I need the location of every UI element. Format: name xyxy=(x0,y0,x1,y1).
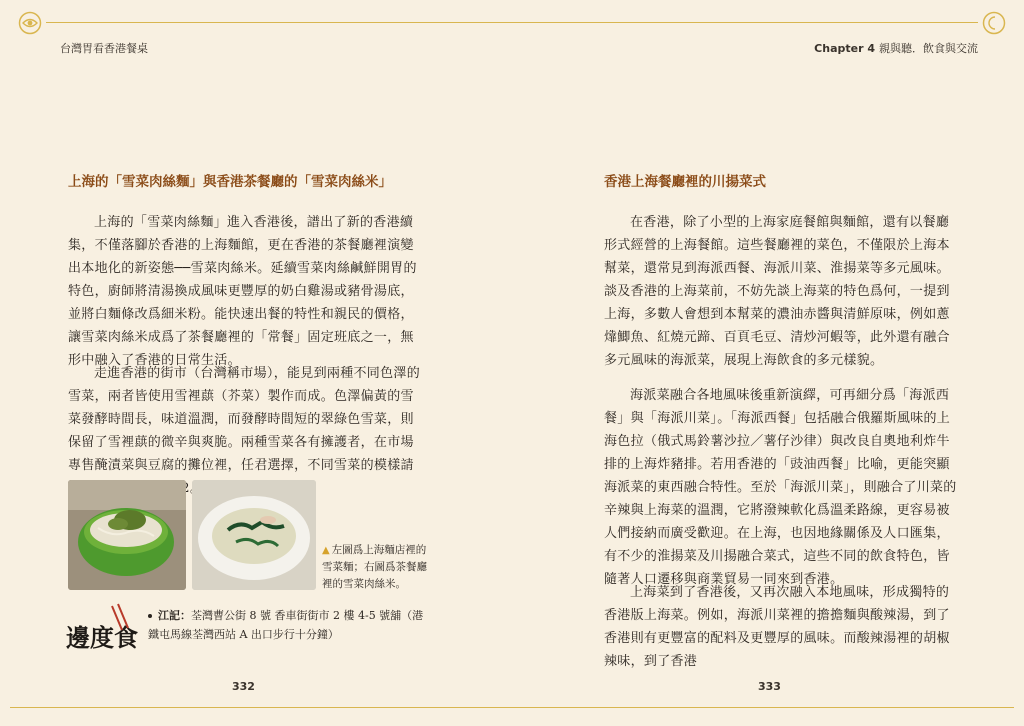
page-number-right: 333 xyxy=(758,680,781,693)
footer-rule xyxy=(10,707,1014,708)
bullet-icon xyxy=(148,614,152,618)
header-rule xyxy=(46,22,978,23)
right-paragraph-3: 上海菜到了香港後，又再次融入本地風味，形成獨特的香港版上海菜。例如，海派川菜裡的擔擔麵與酸辣湯，到了香港則有更豐富的配料及更豐厚的風味。而酸辣湯裡的胡椒辣味，到了香港 xyxy=(604,585,950,669)
eye-icon xyxy=(18,11,42,35)
photo-xuecai-noodles xyxy=(68,480,186,590)
bian-du-shi-stamp-logo xyxy=(64,602,140,654)
chapter-label: Chapter 4 xyxy=(814,42,875,55)
right-paragraph-1: 在香港，除了小型的上海家庭餐館與麵館，還有以餐廳形式經營的上海餐館。這些餐廳裡的菜色，不僅限於上海本幫菜，還常見到海派西餐、海派川菜、淮揚菜等多元風味。談及香港的上海菜前，不妨先談上海菜的特色爲何，一提到上海，多數人會想到本幫菜的濃油赤醬與清鮮原味，例如蔥㸆鯽魚、紅燒元蹄、百頁毛豆、清炒河蝦等，此外還有融合多元風味的海派菜，展現上海飲食的多元樣貌。 xyxy=(604,215,950,368)
address-text: 荃灣曹公街 8 號 香車街街市 2 樓 4-5 號舖（港鐵屯馬線荃灣西站 A 出口步行十分鐘） xyxy=(148,609,424,641)
address-label: 江記： xyxy=(158,609,191,622)
left-paragraph-1: 上海的「雪菜肉絲麵」進入香港後，譜出了新的香港續集，不僅落腳於香港的上海麵館，更在香港的茶餐廳裡演變出本地化的新姿態──雪菜肉絲米。延續雪菜肉絲鹹鮮開胃的特色，廚師將清湯換成風味更豐厚的奶白雞湯或豬骨湯底，並將白麵條改爲細米粉。能快速出餐的特性和親民的價格，讓雪菜肉絲米成爲了茶餐廳裡的「常餐」固定班底之一，無形中融入了香港的日常生活。 xyxy=(68,215,417,368)
chapter-header xyxy=(814,40,978,56)
left-section-heading: 上海的「雪菜肉絲麵」與香港茶餐廳的「雪菜肉絲米」 xyxy=(68,174,392,190)
chapter-title: 親與聽．飲食與交流 xyxy=(879,42,978,55)
caption-triangle-icon: ▲ xyxy=(322,545,330,556)
crescent-moon-icon xyxy=(982,11,1006,35)
photo-xuecai-rice-noodles xyxy=(192,480,316,590)
right-section-heading: 香港上海餐廳裡的川揚菜式 xyxy=(604,174,766,190)
left-paragraph-2: 走進香港的街市（台灣稱市場），能見到兩種不同色澤的雪菜，兩者皆使用雪裡蕻（芥菜）製作而成。色澤偏黃的雪菜發酵時間長，味道溫潤，而發酵時間短的翠綠色雪菜，則保留了雪裡蕻的微辛與爽脆。兩種雪菜各有擁護者，在市場專售醃漬菜與豆腐的攤位裡，任君選擇，不同雪菜的模樣請 xyxy=(68,366,421,473)
book-title: 台灣胃看香港餐桌 xyxy=(60,42,148,55)
page-number-left: 332 xyxy=(232,680,255,693)
caption-text: 左圖爲上海麵店裡的雪菜麵；右圖爲茶餐廳裡的雪菜肉絲米。 xyxy=(322,544,427,590)
address-block xyxy=(148,606,428,644)
svg-text:邊度食: 邊度食 xyxy=(66,623,138,652)
right-paragraph-2: 海派菜融合各地風味後重新演繹，可再細分爲「海派西餐」與「海派川菜」。「海派西餐」包括融合俄羅斯風味的上海色拉（俄式馬鈴薯沙拉／薯仔沙律）與改良自奧地利炸牛排的上海炸豬排。若用香港的「豉油西餐」比喻，更能突顯海派菜的東西融合特性。至於「海派川菜」，則融合了川菜的辛辣與上海菜的溫潤，它將潑辣軟化爲溫柔路線，更容易被人們接納而廣受歡迎。在上海，也因地緣關係及人口匯集，有不少的淮揚菜及川揚融合菜式，這些不同的飲食特色，皆隨著人口遷移與商業貿易一同來到香港。 xyxy=(604,388,957,587)
photo-caption xyxy=(322,542,434,593)
